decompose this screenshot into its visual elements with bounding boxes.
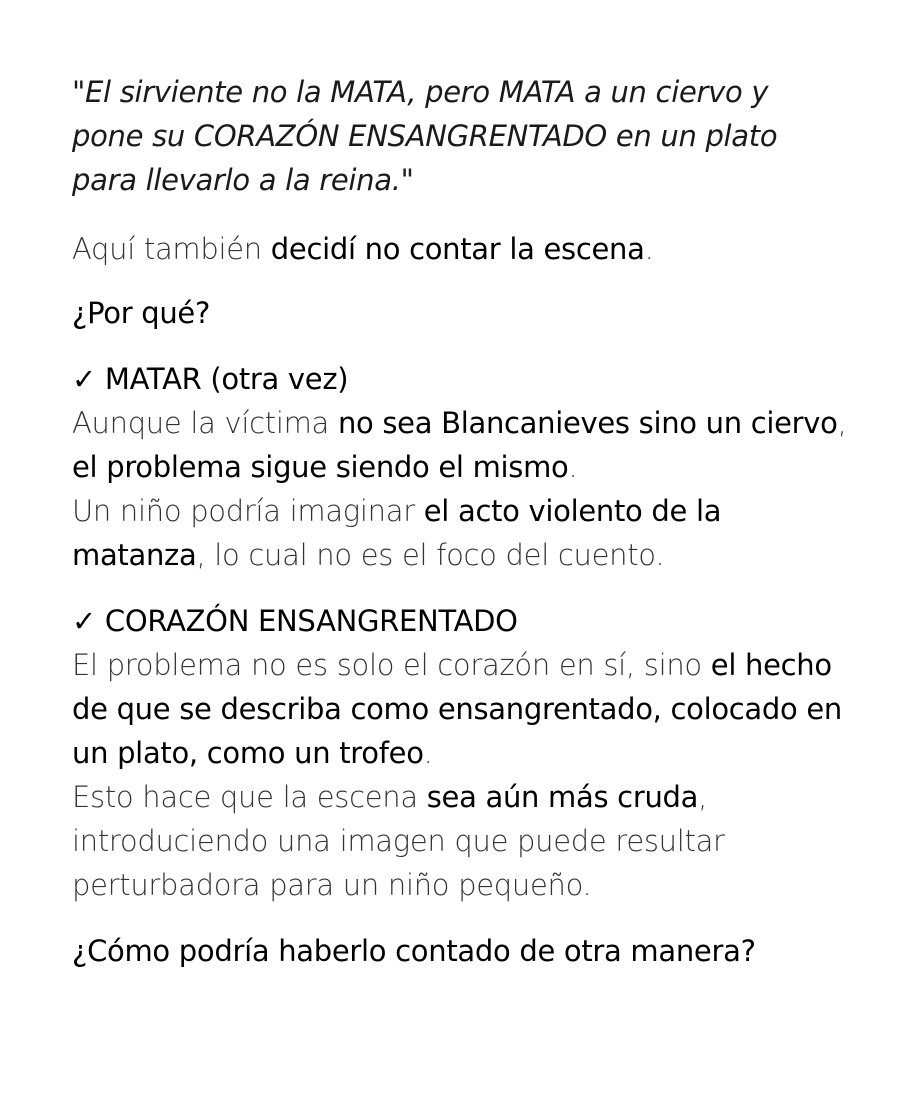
paragraph-text: , [698,780,708,814]
paragraph-text: , lo cual no es el foco del cuento. [196,538,665,572]
section-paragraph [72,401,862,577]
section-heading-matar: ✓ MATAR (otra vez) [72,362,349,396]
intro-emphasis: decidí no contar la escena [270,232,645,266]
paragraph-emphasis: matanza [72,538,197,572]
intro-text: Aquí también [72,232,271,266]
paragraph-text: Esto hace que la escena [72,780,427,814]
paragraph-emphasis: de que se describa como ensangrentado, colocado en [72,692,842,726]
intro-paragraph [72,227,862,271]
quote-line: "El sirviente no la MATA, pero MATA a un ciervo y [72,75,769,109]
paragraph-emphasis: un plato, como un trofeo [72,736,424,770]
question-heading-final: ¿Cómo podría haberlo contado de otra manera? [72,934,756,968]
quote-block [72,70,862,202]
paragraph-text: introduciendo una imagen que puede resultar [72,824,725,858]
paragraph-emphasis: el hecho [710,648,832,682]
document-page [72,70,862,973]
paragraph-text: . [423,736,433,770]
paragraph-text: , [837,406,847,440]
quote-line: para llevarlo a la reina." [72,163,414,197]
paragraph-text: perturbadora para un niño pequeño. [72,868,592,902]
paragraph-text: . [568,450,578,484]
paragraph-emphasis: sea aún más cruda [426,780,699,814]
paragraph-text: El problema no es solo el corazón en sí, sino [72,648,711,682]
paragraph-emphasis: el problema sigue siendo el mismo [72,450,569,484]
intro-suffix: . [644,232,654,266]
question-heading: ¿Por qué? [72,296,211,330]
section-heading-corazon: ✓ CORAZÓN ENSANGRENTADO [72,604,518,638]
section-paragraph [72,643,862,907]
paragraph-text: Aunque la víctima [72,406,338,440]
paragraph-emphasis: no sea Blancanieves sino un ciervo [337,406,838,440]
paragraph-emphasis: el acto violento de la [423,494,722,528]
quote-line: pone su CORAZÓN ENSANGRENTADO en un plato [72,119,778,153]
paragraph-text: Un niño podría imaginar [72,494,424,528]
